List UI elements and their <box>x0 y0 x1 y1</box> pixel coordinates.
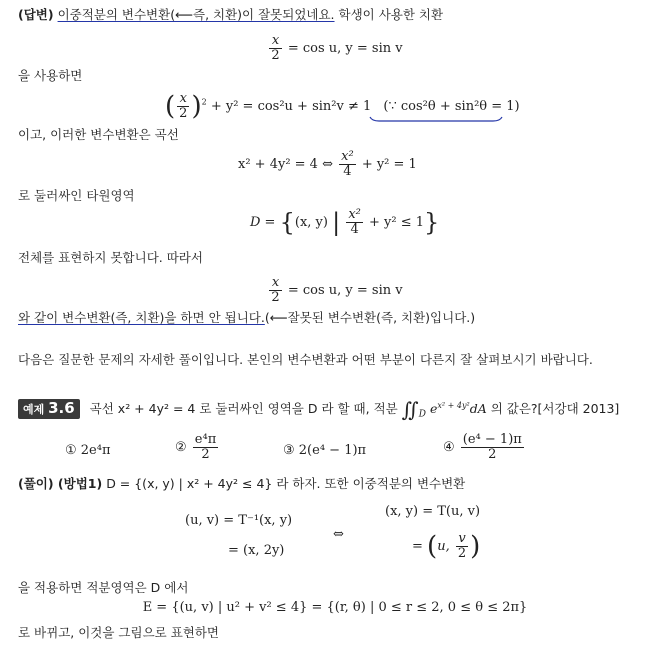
x-squared-over-4-fraction: $\frac{\text{x²}}{4}$ <box>348 207 361 237</box>
substitution-equation-1 <box>0 34 670 63</box>
substitution-equation-2 <box>0 276 670 305</box>
x-over-2-fraction: $\frac{x}{2}$ <box>179 91 188 121</box>
substitution-rhs: = cos u, y = sin v <box>287 41 403 56</box>
example-3-6 <box>18 398 619 423</box>
map-right-2: = (u, $\frac{v}{2}$ ) <box>412 531 481 562</box>
text-last-line: 로 바뀌고, 이것을 그림으로 표현하면 <box>18 625 219 640</box>
example-text-a: 곡선 x² + 4y² = 4 로 둘러싸인 영역을 D 라 할 때, 적분 <box>89 401 398 417</box>
integral-domain: D <box>418 409 426 420</box>
E-set-equation: E = {(u, v) | u² + v² ≤ 4} = {(r, θ) | 0 ≤ r ≤ 2, 0 ≤ θ ≤ 2π} <box>142 600 528 615</box>
answer-tag: (답변) <box>18 7 54 22</box>
equation-2: ( $\frac{x}{2}$ )$^2$ + y² = cos²u + sin²v ≠ 1 (∵ cos²θ + sin²θ = 1) <box>165 91 520 122</box>
option-4: ④ $\frac{\text{(e⁴ − 1)π}}{2}$ <box>443 432 522 462</box>
equation-3 <box>238 150 417 179</box>
equation-2-rhs: + y² = cos²u + sin²v ≠ 1 <box>210 99 372 114</box>
option-1: ① 2e⁴π <box>65 443 111 458</box>
map-equivalence-arrow: ⇔ <box>333 527 344 542</box>
region-condition: + y² ≤ 1 <box>369 215 425 230</box>
example-badge: 예제 3.6 <box>18 399 80 419</box>
map-left-2: = (x, 2y) <box>228 543 285 558</box>
map-right-1: (x, y) = T(u, v) <box>385 504 481 519</box>
x-over-2-fraction: $\frac{x}{2}$ <box>271 275 280 305</box>
example-text-b: 의 값은?[서강대 2013] <box>490 401 620 417</box>
equation-3-lhs: x² + 4y² = 4 ⇔ <box>238 157 333 172</box>
equation-2-reason: (∵ cos²θ + sin²θ = 1) <box>383 99 520 114</box>
blue-underline-mark <box>369 115 503 123</box>
text-line-5: 이고, 이러한 변수변환은 곡선 <box>18 127 179 142</box>
student-substitution-label: 학생이 사용한 치환 <box>338 7 444 22</box>
wrong-substitution-note: 이중적분의 변수변환(⟵즉, 치환)이 잘못되었네요. <box>57 7 335 22</box>
substitution-rhs: = cos u, y = sin v <box>287 283 403 298</box>
integrand-dA: dA <box>469 401 487 417</box>
option-3: ③ 2(e⁴ − 1)π <box>283 443 367 458</box>
option-2: ② $\frac{\text{e⁴π}}{2}$ <box>175 432 217 462</box>
text-line-11 <box>18 310 475 326</box>
equation-3-rhs: + y² = 1 <box>361 157 417 172</box>
answer-line-1 <box>18 7 443 23</box>
double-integral-sign: ∬ <box>401 397 419 422</box>
text-line-9: 전체를 표현하지 못합니다. 따라서 <box>18 250 203 265</box>
text-line-13: 다음은 질문한 문제의 자세한 풀이입니다. 본인의 변수변환과 어떤 부분이 다른지 잘 살펴보시기 바랍니다. <box>18 352 593 367</box>
do-not-substitute-note: 와 같이 변수변환(즉, 치환)을 하면 안 됩니다. <box>18 310 265 325</box>
integrand-exponent: x² + 4y² <box>437 401 470 410</box>
text-line-3: 을 사용하면 <box>18 68 83 83</box>
solution-text: D = {(x, y) | x² + 4y² ≤ 4} 라 하자. 또한 이중적분의 변수변환 <box>106 476 466 491</box>
x-over-2-fraction: $\frac{x}{2}$ <box>271 33 280 63</box>
solution-line <box>18 476 465 492</box>
text-line-7: 로 둘러싸인 타원영역 <box>18 188 135 203</box>
region-D-label: D = <box>250 215 276 230</box>
solution-tag: (풀이) (방법1) <box>18 476 103 491</box>
integrand-base: e <box>429 401 438 417</box>
region-set-element: (x, y) <box>294 215 328 230</box>
wrong-substitution-remark: (⟵잘못된 변수변환(즉, 치환)입니다.) <box>264 310 476 325</box>
x-squared-over-4-fraction: $\frac{\text{x²}}{4}$ <box>341 149 354 179</box>
equation-4: D = {(x, y) | $\frac{\text{x²}}{4}$ + y² ≤ 1} <box>250 207 440 237</box>
map-left-1: (u, v) = T⁻¹(x, y) <box>185 513 293 528</box>
text-apply-line: 을 적용하면 적분영역은 D 에서 <box>18 580 189 595</box>
